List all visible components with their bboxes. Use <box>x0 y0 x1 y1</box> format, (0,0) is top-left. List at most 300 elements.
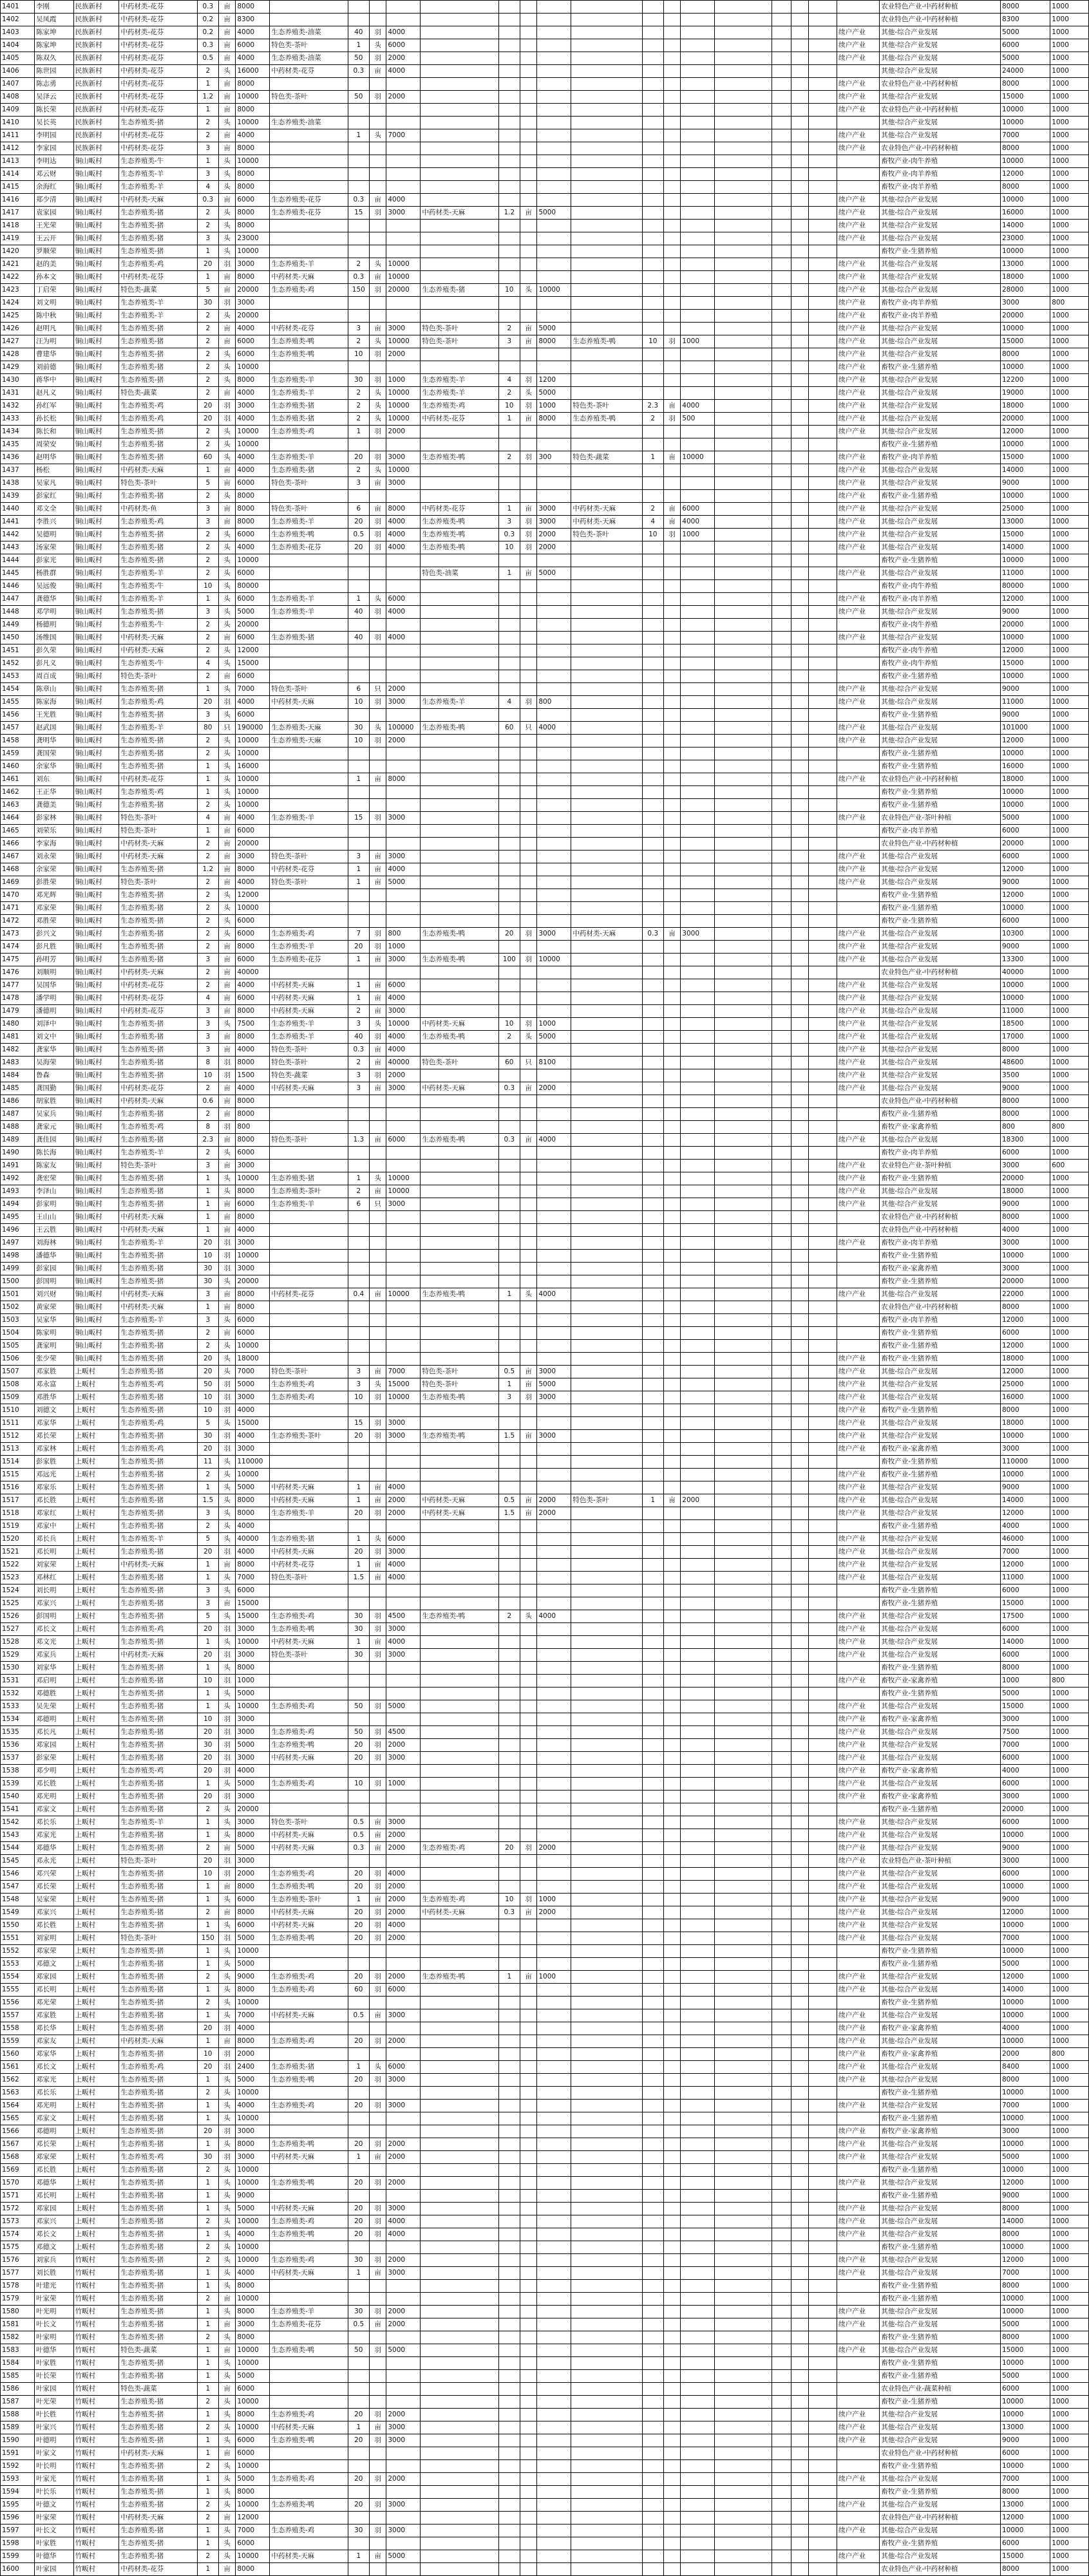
table-cell <box>270 1688 348 1700</box>
table-cell: 3 <box>348 851 369 863</box>
table-cell: 头 <box>218 1610 235 1623</box>
table-cell <box>663 1507 680 1520</box>
table-cell <box>520 1726 536 1739</box>
table-cell: 4 <box>197 181 218 194</box>
table-cell <box>772 1919 791 1932</box>
table-cell: 10000 <box>236 155 270 168</box>
table-cell <box>498 1829 520 1842</box>
table-cell: 6000 <box>236 825 270 838</box>
table-cell <box>808 477 837 490</box>
table-cell: 铜山畈村 <box>73 941 119 954</box>
table-cell: 头 <box>218 1481 235 1494</box>
table-cell <box>571 26 642 39</box>
table-cell <box>642 580 663 593</box>
table-cell <box>681 580 715 593</box>
table-cell <box>421 297 498 310</box>
table-cell: 特色类-茶叶 <box>270 1057 348 1069</box>
table-cell <box>348 14 369 26</box>
table-cell: 4 <box>642 516 663 529</box>
table-cell: 2 <box>197 65 218 78</box>
table-cell <box>663 1044 680 1057</box>
table-cell <box>663 14 680 26</box>
table-cell <box>520 606 536 619</box>
table-cell <box>715 799 772 812</box>
table-cell: 畜牧产业-生猪养殖 <box>880 2112 1001 2125</box>
table-cell: 0.3 <box>348 65 369 78</box>
table-cell: 羽 <box>369 2203 386 2215</box>
table-cell: 2 <box>197 2293 218 2306</box>
table-cell: 30 <box>197 1275 218 1288</box>
table-cell: 邓家胜 <box>34 1366 73 1378</box>
table-row <box>1 2035 1089 2048</box>
table-cell <box>808 1327 837 1340</box>
table-row <box>1 1984 1089 1997</box>
table-cell: 1000 <box>1050 232 1089 245</box>
table-cell <box>348 889 369 902</box>
table-cell <box>571 1430 642 1443</box>
table-cell: 畜牧产业-家禽养殖 <box>880 2048 1001 2061</box>
table-cell: 1476 <box>1 966 35 979</box>
table-cell <box>348 1095 369 1108</box>
table-cell: 1424 <box>1 297 35 310</box>
table-cell: 其他-综合产业发展 <box>880 323 1001 335</box>
table-cell: 0.5 <box>348 1829 369 1842</box>
table-cell: 10000 <box>236 2254 270 2267</box>
table-cell: 6000 <box>386 1134 421 1147</box>
table-cell <box>537 168 571 181</box>
table-row <box>1 1958 1089 1971</box>
table-row <box>1 2164 1089 2177</box>
table-cell <box>681 168 715 181</box>
table-cell: 头 <box>218 2267 235 2280</box>
table-cell: 羽 <box>369 516 386 529</box>
table-cell <box>663 2203 680 2215</box>
table-cell <box>772 619 791 632</box>
table-cell: 亩 <box>520 1494 536 1507</box>
table-cell <box>498 786 520 799</box>
table-cell <box>791 1803 808 1816</box>
table-cell <box>520 2100 536 2112</box>
table-cell <box>715 1275 772 1288</box>
table-cell: 3000 <box>386 2203 421 2215</box>
table-cell <box>808 1095 837 1108</box>
table-cell <box>270 2190 348 2203</box>
table-cell: 20000 <box>1000 1172 1050 1185</box>
table-cell <box>520 438 536 451</box>
table-row <box>1 426 1089 438</box>
table-cell: 其他-综合产业发展 <box>880 992 1001 1005</box>
table-cell: 生态养殖类-猪 <box>119 1675 197 1688</box>
table-cell: 3 <box>197 1018 218 1031</box>
table-cell: 羽 <box>218 1237 235 1250</box>
table-cell: 1 <box>348 2151 369 2164</box>
table-cell: 中药材类-天麻 <box>270 1636 348 1649</box>
table-cell <box>808 876 837 889</box>
table-cell <box>421 2280 498 2293</box>
table-cell: 2 <box>197 1108 218 1121</box>
table-cell: 4000 <box>236 129 270 142</box>
table-cell <box>498 1160 520 1172</box>
table-cell <box>421 1108 498 1121</box>
table-cell <box>537 593 571 606</box>
table-cell <box>348 2087 369 2100</box>
table-cell <box>571 1584 642 1597</box>
table-cell: 3000 <box>236 1649 270 1662</box>
table-cell <box>772 451 791 464</box>
table-cell: 3000 <box>386 696 421 709</box>
table-cell: 3000 <box>537 1391 571 1404</box>
table-cell <box>642 426 663 438</box>
table-cell <box>520 876 536 889</box>
table-cell: 1 <box>197 2009 218 2022</box>
table-cell <box>715 954 772 966</box>
table-cell: 1000 <box>1050 1031 1089 1044</box>
table-cell: 陈章山 <box>34 683 73 696</box>
table-row <box>1 1791 1089 1803</box>
table-cell: 其他-综合产业发展 <box>880 503 1001 516</box>
table-cell: 头 <box>218 1469 235 1481</box>
table-cell: 中药材类-天麻 <box>270 979 348 992</box>
table-cell <box>663 1739 680 1752</box>
table-cell: 6000 <box>1000 1868 1050 1881</box>
table-cell <box>386 438 421 451</box>
table-cell <box>642 1829 663 1842</box>
table-cell <box>348 361 369 374</box>
table-cell: 7000 <box>1000 2267 1050 2280</box>
table-cell <box>348 657 369 670</box>
table-cell: 1401 <box>1 1 35 14</box>
table-cell <box>369 297 386 310</box>
table-cell: 生态养殖类-羊 <box>270 516 348 529</box>
table-cell <box>571 1984 642 1997</box>
table-cell: 6000 <box>386 39 421 52</box>
table-cell <box>520 1172 536 1185</box>
table-cell: 其他-综合产业发展 <box>880 2061 1001 2074</box>
table-cell <box>772 1172 791 1185</box>
table-cell: 续户产业 <box>837 1636 880 1649</box>
table-cell <box>663 1456 680 1469</box>
table-cell <box>715 541 772 554</box>
table-cell: 羽 <box>369 1752 386 1765</box>
table-cell: 生态养殖类-鸡 <box>270 2035 348 2048</box>
table-cell: 1000 <box>1050 1288 1089 1301</box>
table-cell <box>681 992 715 1005</box>
table-cell: 8000 <box>236 503 270 516</box>
table-cell: 10000 <box>1000 2009 1050 2022</box>
table-row <box>1 1366 1089 1378</box>
table-cell: 中药材类-天麻 <box>119 2035 197 2048</box>
table-cell: 上畈村 <box>73 1597 119 1610</box>
table-cell: 4000 <box>236 464 270 477</box>
table-cell: 1 <box>197 1636 218 1649</box>
table-cell: 邓家荣 <box>34 1945 73 1958</box>
table-cell: 10000 <box>1000 747 1050 760</box>
table-cell: 邓家友 <box>34 2035 73 2048</box>
table-row <box>1 954 1089 966</box>
table-cell <box>642 2061 663 2074</box>
table-cell: 陈家坤 <box>34 26 73 39</box>
table-cell <box>715 941 772 954</box>
table-cell <box>663 2100 680 2112</box>
table-cell: 1 <box>197 1559 218 1572</box>
table-cell: 铜山畈村 <box>73 1044 119 1057</box>
table-cell <box>369 1327 386 1340</box>
table-cell: 4000 <box>386 992 421 1005</box>
table-cell: 1 <box>197 104 218 117</box>
table-cell <box>520 168 536 181</box>
table-row <box>1 1172 1089 1185</box>
table-cell: 畜牧产业-生猪养殖 <box>880 1250 1001 1263</box>
table-cell <box>837 657 880 670</box>
table-cell: 亩 <box>369 1044 386 1057</box>
table-cell <box>270 2112 348 2125</box>
table-cell: 中药材类-花芬 <box>421 413 498 426</box>
table-cell: 20000 <box>236 1803 270 1816</box>
table-cell: 羽 <box>218 1932 235 1945</box>
table-cell <box>421 1469 498 1481</box>
table-cell: 亩 <box>369 1559 386 1572</box>
table-cell <box>421 1275 498 1288</box>
table-cell: 其他-综合产业发展 <box>880 2254 1001 2267</box>
table-cell <box>642 683 663 696</box>
table-row <box>1 2293 1089 2306</box>
table-cell <box>520 838 536 851</box>
table-cell <box>642 168 663 181</box>
table-cell <box>369 889 386 902</box>
table-cell <box>808 2241 837 2254</box>
table-cell <box>663 1584 680 1597</box>
table-cell: 3000 <box>386 1005 421 1018</box>
table-cell: 其他-综合产业发展 <box>880 1082 1001 1095</box>
table-cell <box>537 992 571 1005</box>
table-cell <box>386 786 421 799</box>
table-cell <box>421 644 498 657</box>
table-cell: 20 <box>197 1649 218 1662</box>
table-cell <box>421 1185 498 1198</box>
table-cell <box>270 799 348 812</box>
table-cell: 上畈村 <box>73 1688 119 1700</box>
table-cell: 4000 <box>236 876 270 889</box>
table-cell <box>663 1391 680 1404</box>
table-cell <box>681 1906 715 1919</box>
table-cell: 生态养殖类-猪 <box>119 2280 197 2293</box>
table-cell <box>520 1005 536 1018</box>
table-cell <box>791 2151 808 2164</box>
table-cell: 1 <box>348 773 369 786</box>
table-cell: 陈家友 <box>34 1160 73 1172</box>
table-row <box>1 915 1089 928</box>
table-cell <box>348 1353 369 1366</box>
table-cell <box>642 1275 663 1288</box>
table-row <box>1 1353 1089 1366</box>
table-cell <box>808 2280 837 2293</box>
table-cell: 邓长文 <box>34 1623 73 1636</box>
table-cell: 吴国华 <box>34 979 73 992</box>
table-cell: 王正华 <box>34 786 73 799</box>
table-cell <box>498 1675 520 1688</box>
table-cell <box>369 2125 386 2138</box>
table-cell <box>791 1 808 14</box>
table-cell: 5000 <box>1000 26 1050 39</box>
table-cell: 1000 <box>1050 168 1089 181</box>
table-cell <box>369 78 386 91</box>
table-cell <box>386 915 421 928</box>
table-cell <box>791 2022 808 2035</box>
table-cell: 2 <box>197 426 218 438</box>
table-cell: 10000 <box>386 1391 421 1404</box>
table-row <box>1 1198 1089 1211</box>
table-row <box>1 1572 1089 1584</box>
table-cell: 1569 <box>1 2164 35 2177</box>
table-cell: 铜山畈村 <box>73 194 119 207</box>
table-cell: 1403 <box>1 26 35 39</box>
table-cell: 10000 <box>386 1172 421 1185</box>
table-cell: 生态养殖类-猪 <box>119 1778 197 1791</box>
table-cell: 生态养殖类-鸡 <box>119 1443 197 1456</box>
table-cell: 110000 <box>236 1456 270 1469</box>
table-row <box>1 644 1089 657</box>
table-cell <box>537 1881 571 1894</box>
table-cell: 2000 <box>386 2138 421 2151</box>
table-cell: 铜山畈村 <box>73 915 119 928</box>
table-cell <box>808 1597 837 1610</box>
table-cell <box>772 1700 791 1713</box>
table-cell: 续户产业 <box>837 1906 880 1919</box>
table-cell: 3000 <box>236 1160 270 1172</box>
table-cell: 2000 <box>386 683 421 696</box>
table-cell <box>270 1160 348 1172</box>
table-cell <box>791 194 808 207</box>
table-cell: 续户产业 <box>837 1623 880 1636</box>
table-cell <box>715 335 772 348</box>
table-cell: 羽 <box>218 1121 235 1134</box>
table-cell: 6 <box>348 503 369 516</box>
table-cell <box>369 2293 386 2306</box>
table-cell: 4000 <box>537 722 571 735</box>
table-cell <box>681 554 715 567</box>
table-cell: 30 <box>348 1649 369 1662</box>
table-cell <box>498 1237 520 1250</box>
table-cell <box>715 1610 772 1623</box>
table-cell: 畜牧产业-家禽养殖 <box>880 2022 1001 2035</box>
table-cell <box>571 2061 642 2074</box>
table-cell <box>837 1263 880 1275</box>
table-cell: 1462 <box>1 786 35 799</box>
table-cell <box>520 1649 536 1662</box>
table-cell: 生态养殖类-猪 <box>119 2215 197 2228</box>
table-cell <box>270 2048 348 2061</box>
table-cell <box>772 644 791 657</box>
table-cell <box>663 1160 680 1172</box>
table-cell <box>270 1520 348 1533</box>
table-cell: 4000 <box>236 1224 270 1237</box>
table-cell <box>715 529 772 541</box>
table-cell: 30 <box>348 722 369 735</box>
table-cell: 1000 <box>1050 1713 1089 1726</box>
table-cell: 1000 <box>1050 928 1089 941</box>
table-cell <box>808 966 837 979</box>
table-cell: 羽 <box>369 426 386 438</box>
table-cell <box>520 2035 536 2048</box>
table-cell: 3 <box>197 1005 218 1018</box>
table-cell <box>715 207 772 220</box>
table-cell: 中药材类-天麻 <box>270 1481 348 1494</box>
table-cell: 1 <box>197 683 218 696</box>
table-cell: 生态养殖类-猪 <box>119 2087 197 2100</box>
table-cell <box>791 915 808 928</box>
table-cell <box>715 735 772 747</box>
table-cell <box>663 554 680 567</box>
table-row <box>1 567 1089 580</box>
table-cell <box>537 966 571 979</box>
table-cell <box>642 1198 663 1211</box>
table-cell <box>791 1739 808 1752</box>
table-cell <box>772 670 791 683</box>
table-cell: 续户产业 <box>837 1430 880 1443</box>
table-cell: 陈长和 <box>34 426 73 438</box>
table-cell <box>663 1031 680 1044</box>
table-cell: 6 <box>348 1198 369 1211</box>
table-cell: 畜牧产业-生猪养殖 <box>880 1945 1001 1958</box>
table-cell <box>663 1688 680 1700</box>
table-cell <box>663 1855 680 1868</box>
table-cell: 1000 <box>1050 104 1089 117</box>
table-cell <box>571 129 642 142</box>
table-cell: 生态养殖类-鸡 <box>270 1610 348 1623</box>
table-cell: 2 <box>197 941 218 954</box>
table-cell: 1000 <box>1050 619 1089 632</box>
table-cell: 14000 <box>1000 1984 1050 1997</box>
table-cell <box>791 632 808 644</box>
table-cell <box>808 863 837 876</box>
table-cell <box>369 181 386 194</box>
table-cell: 续户产业 <box>837 954 880 966</box>
table-cell: 1000 <box>1050 413 1089 426</box>
table-cell: 彭国明 <box>34 1275 73 1288</box>
table-cell: 2000 <box>537 541 571 554</box>
table-cell: 3000 <box>537 928 571 941</box>
table-cell: 1536 <box>1 1739 35 1752</box>
table-cell: 150 <box>348 284 369 297</box>
table-cell <box>772 1636 791 1649</box>
table-cell: 1000 <box>1050 194 1089 207</box>
table-cell: 中药材类-花芬 <box>119 78 197 91</box>
table-cell: 邓家荣 <box>34 2151 73 2164</box>
table-cell <box>715 181 772 194</box>
table-row <box>1 245 1089 258</box>
table-cell <box>715 1932 772 1945</box>
table-cell: 12000 <box>1000 735 1050 747</box>
table-cell <box>715 1494 772 1507</box>
table-cell: 生态养殖类-羊 <box>421 374 498 387</box>
table-cell: 畜牧产业-肉羊养殖 <box>880 310 1001 323</box>
table-cell: 12000 <box>1000 2254 1050 2267</box>
table-cell: 邓家荣 <box>34 902 73 915</box>
table-cell <box>571 2035 642 2048</box>
table-cell <box>681 1134 715 1147</box>
table-cell: 1.5 <box>197 1494 218 1507</box>
table-cell: 1559 <box>1 2035 35 2048</box>
table-cell <box>715 632 772 644</box>
table-cell: 3000 <box>1000 1263 1050 1275</box>
table-cell: 1501 <box>1 1288 35 1301</box>
table-cell <box>663 670 680 683</box>
table-cell: 特色类-茶叶 <box>270 851 348 863</box>
table-cell: 其他-综合产业发展 <box>880 348 1001 361</box>
table-cell <box>498 26 520 39</box>
table-cell: 续户产业 <box>837 464 880 477</box>
table-cell: 2 <box>498 323 520 335</box>
